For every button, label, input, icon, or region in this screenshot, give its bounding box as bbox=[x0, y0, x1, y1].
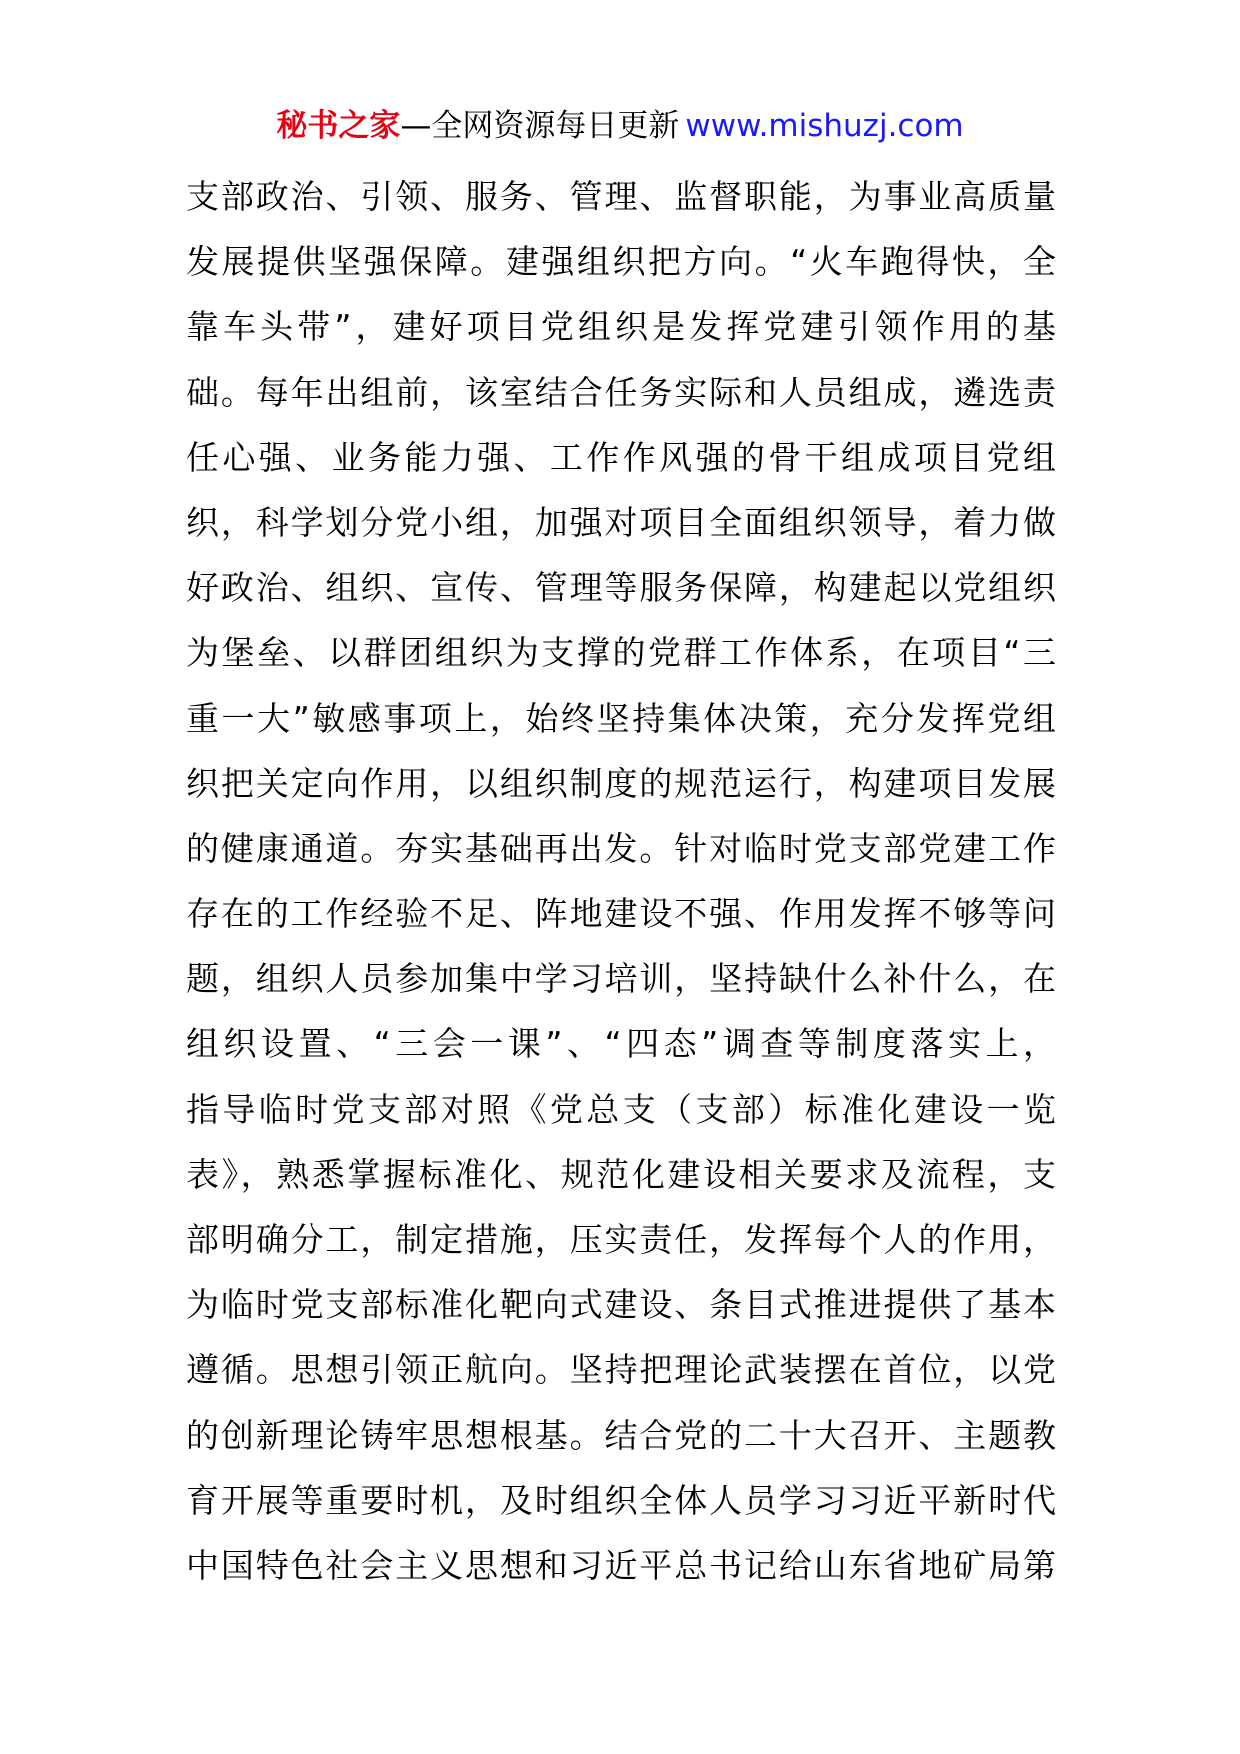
body-line: 支部政治、引领、服务、管理、监督职能，为事业高质量 bbox=[186, 177, 1056, 216]
body-line: 指导临时党支部对照《党总支（支部）标准化建设一览 bbox=[186, 1089, 1056, 1129]
body-line: 础。每年出组前，该室结合任务实际和人员组成，遴选责 bbox=[186, 372, 1056, 412]
header-brand: 秘书之家 bbox=[276, 108, 401, 144]
body-line: 织把关定向作用，以组织制度的规范运行，构建项目发展 bbox=[186, 763, 1056, 803]
body-line: 靠车头带”，建好项目党组织是发挥党建引领作用的基 bbox=[186, 307, 1056, 347]
body-line: 为堡垒、以群团组织为支撑的党群工作体系，在项目“三 bbox=[186, 633, 1056, 673]
body-line: 遵循。思想引领正航向。坚持把理论武装摆在首位，以党 bbox=[186, 1350, 1056, 1390]
body-line: 重一大”敏感事项上，始终坚持集体决策，充分发挥党组 bbox=[186, 698, 1056, 738]
body-line: 育开展等重要时机，及时组织全体人员学习习近平新时代 bbox=[186, 1480, 1056, 1520]
body-line: 部明确分工，制定措施，压实责任，发挥每个人的作用， bbox=[186, 1220, 1056, 1259]
header-tagline: —全网资源每日更新 bbox=[400, 108, 680, 144]
body-line: 为临时党支部标准化靶向式建设、条目式推进提供了基本 bbox=[186, 1285, 1056, 1325]
body-line: 存在的工作经验不足、阵地建设不强、作用发挥不够等问 bbox=[186, 894, 1056, 934]
body-line: 织，科学划分党小组，加强对项目全面组织领导，着力做 bbox=[186, 502, 1056, 542]
body-line: 题，组织人员参加集中学习培训，坚持缺什么补什么，在 bbox=[186, 959, 1056, 999]
body-line: 任心强、业务能力强、工作作风强的骨干组成项目党组 bbox=[186, 437, 1056, 477]
body-line: 的创新理论铸牢思想根基。结合党的二十大召开、主题教 bbox=[186, 1415, 1056, 1455]
body-line: 的健康通道。夯实基础再出发。针对临时党支部党建工作 bbox=[186, 828, 1056, 868]
page-header bbox=[0, 104, 1240, 148]
body-line: 中国特色社会主义思想和习近平总书记给山东省地矿局第 bbox=[186, 1545, 1056, 1585]
header-url-link[interactable]: www.mishuzj.com bbox=[685, 108, 964, 144]
body-line: 组织设置、“三会一课”、“四态”调查等制度落实上， bbox=[186, 1024, 1056, 1064]
body-line: 好政治、组织、宣传、管理等服务保障，构建起以党组织 bbox=[186, 568, 1056, 608]
document-body bbox=[186, 164, 1056, 1598]
body-line: 发展提供坚强保障。建强组织把方向。“火车跑得快，全 bbox=[186, 242, 1056, 282]
body-line: 表》，熟悉掌握标准化、规范化建设相关要求及流程，支 bbox=[186, 1154, 1056, 1194]
